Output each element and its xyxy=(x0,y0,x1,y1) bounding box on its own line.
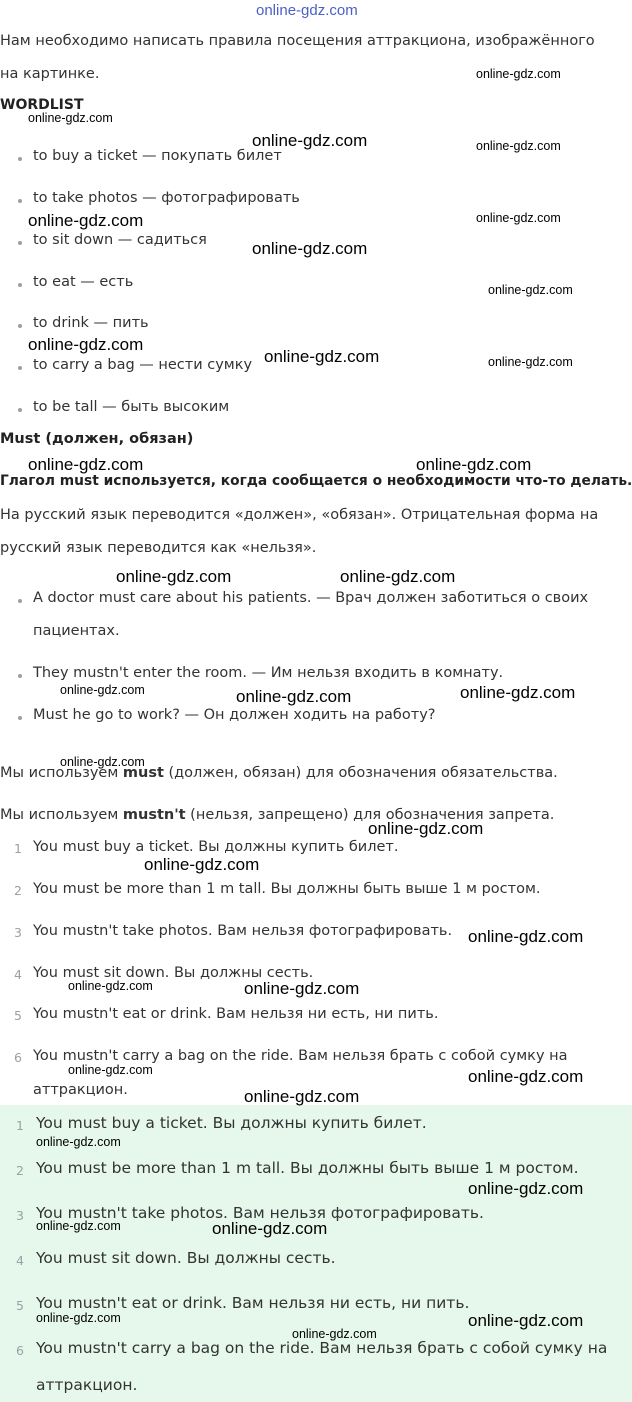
list-item: to be tall — быть высоким xyxy=(33,399,230,415)
list-number: 4 xyxy=(16,1253,24,1268)
watermark: online-gdz.com xyxy=(468,927,584,946)
usage-must: Мы используем must (должен, обязан) для обозначения обязательства. xyxy=(0,765,558,781)
watermark: online-gdz.com xyxy=(252,131,368,150)
watermark: online-gdz.com xyxy=(244,1087,360,1106)
rule-item: You mustn't take photos. Вам нельзя фотографировать. xyxy=(33,923,453,939)
bullet-icon xyxy=(18,324,22,328)
rule-item: You mustn't eat or drink. Вам нельзя ни есть, ни пить. xyxy=(33,1006,439,1022)
list-item: to eat — есть xyxy=(33,274,134,290)
list-number: 1 xyxy=(16,1118,24,1133)
must-rule: Глагол must используется, когда сообщается о необходимости что-то делать. xyxy=(0,473,632,489)
watermark: online-gdz.com xyxy=(28,335,144,354)
wordlist-title: WORDLIST xyxy=(0,97,84,113)
list-item: They mustn't enter the room. — Им нельзя входить в комнату. xyxy=(33,665,504,681)
usage-mustnt: Мы используем mustn't (нельзя, запрещено) для обозначения запрета. xyxy=(0,807,555,823)
watermark: online-gdz.com xyxy=(116,567,232,586)
list-item: Must he go to work? — Он должен ходить на работу? xyxy=(33,707,436,723)
list-number: 3 xyxy=(16,1208,24,1223)
list-item: to buy a ticket — покупать билет xyxy=(33,148,282,164)
answer-item: You must be more than 1 m tall. Вы должны быть выше 1 м ростом. xyxy=(36,1159,579,1177)
list-number: 5 xyxy=(14,1008,22,1023)
list-number: 3 xyxy=(14,925,22,940)
rule-item-continuation: аттракцион. xyxy=(33,1082,128,1098)
bullet-icon xyxy=(18,599,22,603)
list-number: 6 xyxy=(16,1343,24,1358)
rule-item: You must be more than 1 m tall. Вы должны быть выше 1 м ростом. xyxy=(33,881,541,897)
bullet-icon xyxy=(18,157,22,161)
answer-item: You mustn't take photos. Вам нельзя фотографировать. xyxy=(36,1204,484,1222)
bullet-icon xyxy=(18,241,22,245)
bullet-icon xyxy=(18,283,22,287)
watermark: online-gdz.com xyxy=(476,211,561,225)
watermark: online-gdz.com xyxy=(236,687,352,706)
bullet-icon xyxy=(18,366,22,370)
rule-item: You must sit down. Вы должны сесть. xyxy=(33,965,314,981)
intro-line-1: Нам необходимо написать правила посещения аттракциона, изображённого xyxy=(0,33,595,49)
keyword-mustnt: mustn't xyxy=(122,807,186,823)
watermark: online-gdz.com xyxy=(468,1311,584,1330)
bullet-icon xyxy=(18,199,22,203)
list-item-continuation: пациентах. xyxy=(33,623,120,639)
bullet-icon xyxy=(18,674,22,678)
watermark: online-gdz.com xyxy=(60,683,145,697)
intro-line-2: на картинке. xyxy=(0,66,100,82)
must-desc-line-2: русский язык переводится как «нельзя». xyxy=(0,540,317,556)
answer-item: You must sit down. Вы должны сесть. xyxy=(36,1249,336,1267)
watermark: online-gdz.com xyxy=(476,67,561,81)
watermark: online-gdz.com xyxy=(256,2,358,19)
rule-item: You must buy a ticket. Вы должны купить билет. xyxy=(33,839,399,855)
list-number: 2 xyxy=(16,1163,24,1178)
list-number: 4 xyxy=(14,967,22,982)
answer-item: You mustn't eat or drink. Вам нельзя ни есть, ни пить. xyxy=(36,1294,470,1312)
list-item: to drink — пить xyxy=(33,315,149,331)
watermark: online-gdz.com xyxy=(340,567,456,586)
watermark: online-gdz.com xyxy=(28,111,113,125)
list-item: to sit down — садиться xyxy=(33,232,207,248)
list-number: 2 xyxy=(14,883,22,898)
answer-item: You mustn't carry a bag on the ride. Вам нельзя брать с собой сумку на xyxy=(36,1339,608,1357)
watermark: online-gdz.com xyxy=(468,1179,584,1198)
bullet-icon xyxy=(18,408,22,412)
watermark: online-gdz.com xyxy=(36,1219,121,1233)
must-desc-line-1: На русский язык переводится «должен», «обязан». Отрицательная форма на xyxy=(0,507,599,523)
watermark: online-gdz.com xyxy=(264,347,380,366)
watermark: online-gdz.com xyxy=(476,139,561,153)
watermark: online-gdz.com xyxy=(488,355,573,369)
watermark: online-gdz.com xyxy=(28,211,144,230)
watermark: online-gdz.com xyxy=(36,1311,121,1325)
watermark: online-gdz.com xyxy=(36,1135,121,1149)
watermark: online-gdz.com xyxy=(292,1327,377,1341)
rule-item: You mustn't carry a bag on the ride. Вам нельзя брать с собой сумку на xyxy=(33,1048,568,1064)
answer-item-continuation: аттракцион. xyxy=(36,1376,138,1394)
must-title: Must (должен, обязан) xyxy=(0,431,194,447)
watermark: online-gdz.com xyxy=(468,1067,584,1086)
keyword-must: must xyxy=(122,765,164,781)
watermark: online-gdz.com xyxy=(460,683,576,702)
list-item: to take photos — фотографировать xyxy=(33,190,300,206)
watermark: online-gdz.com xyxy=(28,455,144,474)
bullet-icon xyxy=(18,716,22,720)
watermark: online-gdz.com xyxy=(416,455,532,474)
list-number: 5 xyxy=(16,1298,24,1313)
watermark: online-gdz.com xyxy=(144,855,260,874)
watermark: online-gdz.com xyxy=(252,239,368,258)
watermark: online-gdz.com xyxy=(68,1063,153,1077)
watermark: online-gdz.com xyxy=(212,1219,328,1238)
watermark: online-gdz.com xyxy=(244,979,360,998)
list-number: 6 xyxy=(14,1050,22,1065)
watermark: online-gdz.com xyxy=(488,283,573,297)
watermark: online-gdz.com xyxy=(368,819,484,838)
list-item: A doctor must care about his patients. — Врач должен заботиться о своих xyxy=(33,590,589,606)
watermark: online-gdz.com xyxy=(68,979,153,993)
list-number: 1 xyxy=(14,841,22,856)
watermark: online-gdz.com xyxy=(60,755,145,769)
answer-item: You must buy a ticket. Вы должны купить билет. xyxy=(36,1114,427,1132)
list-item: to carry a bag — нести сумку xyxy=(33,357,253,373)
